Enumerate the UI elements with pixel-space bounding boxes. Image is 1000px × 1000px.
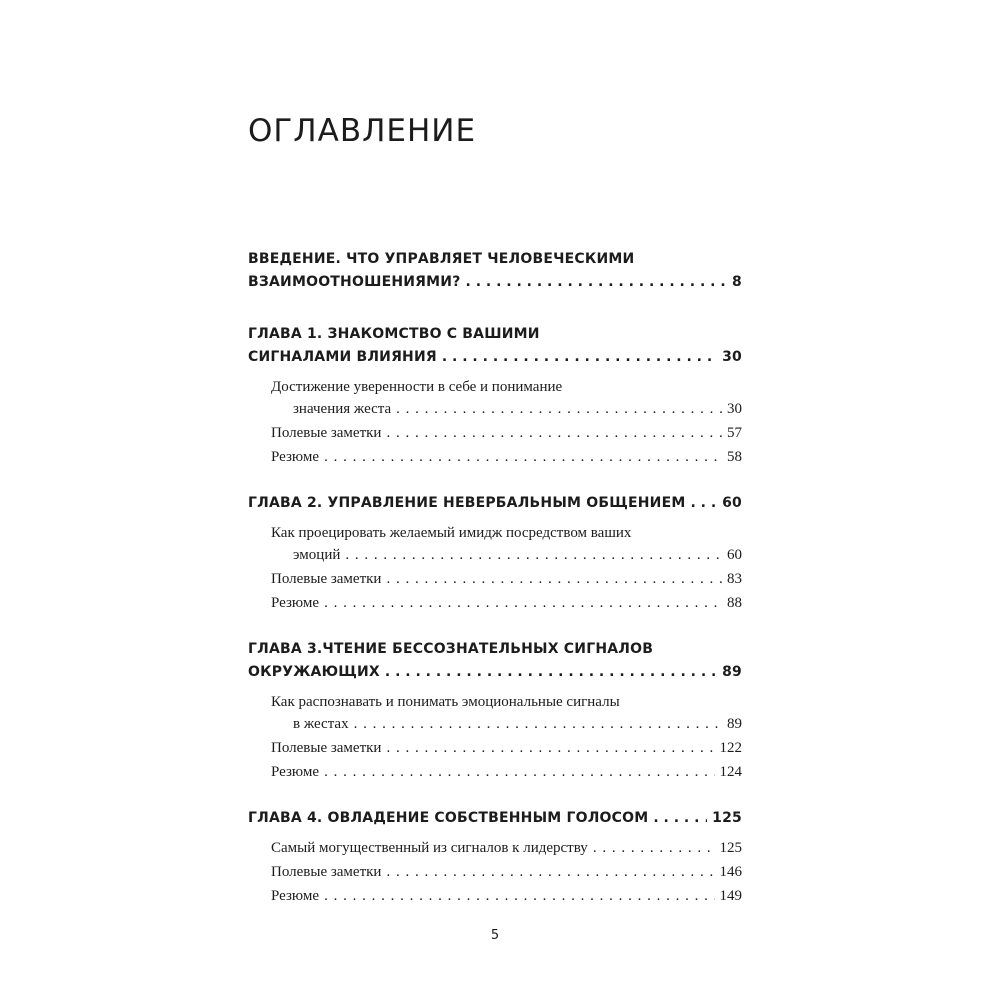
subentry-page: 149 <box>719 888 742 904</box>
dot-leader <box>386 737 714 759</box>
subentry[interactable] <box>271 691 742 735</box>
subentry[interactable] <box>271 737 742 759</box>
subentry-title: Резюме <box>271 595 320 611</box>
subentry-page: 146 <box>719 864 742 880</box>
subentry[interactable] <box>271 376 742 420</box>
subentry[interactable] <box>271 592 742 614</box>
subentry-page: 122 <box>719 740 742 756</box>
introduction-page: 8 <box>732 274 742 290</box>
page-number: 5 <box>490 928 500 943</box>
subentry-title: Резюме <box>271 764 320 780</box>
chapter-3-title-line2: ОКРУЖАЮЩИХ <box>248 664 380 680</box>
chapter-1-heading[interactable] <box>248 323 742 369</box>
subentry-title-line1: Достижение уверенности в себе и понимание <box>271 379 563 395</box>
subentry-title-line2: значения жеста <box>293 401 392 417</box>
chapter-3-heading[interactable] <box>248 638 742 684</box>
subentry-title-line2: эмоций <box>293 547 341 563</box>
dot-leader <box>324 761 714 783</box>
introduction-title-line1: ВВЕДЕНИЕ. ЧТО УПРАВЛЯЕТ ЧЕЛОВЕЧЕСКИМИ <box>248 251 635 267</box>
chapter-3-subentries <box>271 691 742 783</box>
subentry-title: Полевые заметки <box>271 864 382 880</box>
dot-leader <box>386 568 722 590</box>
table-of-contents <box>248 248 742 931</box>
dot-leader <box>593 837 715 859</box>
subentry-title-line1: Как проецировать желаемый имидж посредством ваших <box>271 525 632 541</box>
dot-leader <box>345 544 722 566</box>
chapter-4-title: ГЛАВА 4. ОВЛАДЕНИЕ СОБСТВЕННЫМ ГОЛОСОМ <box>248 810 649 826</box>
chapter-2-title: ГЛАВА 2. УПРАВЛЕНИЕ НЕВЕРБАЛЬНЫМ ОБЩЕНИЕМ <box>248 495 686 511</box>
chapter-4-heading[interactable] <box>248 807 742 830</box>
subentry-title: Полевые заметки <box>271 425 382 441</box>
dot-leader <box>354 713 722 735</box>
toc-chapter-4 <box>248 807 742 907</box>
subentry-page: 88 <box>727 595 742 611</box>
dot-leader <box>396 398 722 420</box>
page-title: ОГЛАВЛЕНИЕ <box>248 113 477 149</box>
subentry-page: 89 <box>727 716 742 732</box>
subentry-title: Резюме <box>271 888 320 904</box>
dot-leader <box>324 446 722 468</box>
subentry-page: 83 <box>727 571 742 587</box>
subentry-page: 60 <box>727 547 742 563</box>
subentry-title: Самый могущественный из сигналов к лидерству <box>271 840 588 856</box>
dot-leader <box>466 271 728 294</box>
toc-chapter-3 <box>248 638 742 783</box>
subentry-page: 124 <box>719 764 742 780</box>
dot-leader <box>442 346 717 369</box>
subentry[interactable] <box>271 522 742 566</box>
chapter-2-subentries <box>271 522 742 614</box>
subentry-page: 58 <box>727 449 742 465</box>
subentry[interactable] <box>271 861 742 883</box>
chapter-2-heading[interactable] <box>248 492 742 515</box>
subentry-page: 125 <box>719 840 742 856</box>
subentry[interactable] <box>271 837 742 859</box>
subentry-page: 30 <box>727 401 742 417</box>
chapter-1-page: 30 <box>722 349 742 365</box>
subentry[interactable] <box>271 761 742 783</box>
subentry-title: Полевые заметки <box>271 571 382 587</box>
chapter-1-subentries <box>271 376 742 468</box>
chapter-4-page: 125 <box>712 810 742 826</box>
chapter-2-page: 60 <box>722 495 742 511</box>
subentry-page: 57 <box>727 425 742 441</box>
chapter-1-title-line1: ГЛАВА 1. ЗНАКОМСТВО С ВАШИМИ <box>248 326 540 342</box>
introduction-title-line2: ВЗАИМООТНОШЕНИЯМИ? <box>248 274 461 290</box>
subentry-title-line2: в жестах <box>293 716 349 732</box>
chapter-1-title-line2: СИГНАЛАМИ ВЛИЯНИЯ <box>248 349 437 365</box>
dot-leader <box>324 885 714 907</box>
subentry[interactable] <box>271 568 742 590</box>
dot-leader <box>386 861 714 883</box>
chapter-3-title-line1: ГЛАВА 3.ЧТЕНИЕ БЕССОЗНАТЕЛЬНЫХ СИГНАЛОВ <box>248 641 654 657</box>
subentry[interactable] <box>271 885 742 907</box>
toc-introduction[interactable] <box>248 248 742 294</box>
subentry-title: Резюме <box>271 449 320 465</box>
dot-leader <box>653 807 707 830</box>
chapter-3-page: 89 <box>722 664 742 680</box>
subentry-title-line1: Как распознавать и понимать эмоциональные сигналы <box>271 694 620 710</box>
subentry[interactable] <box>271 446 742 468</box>
dot-leader <box>386 422 722 444</box>
subentry-title: Полевые заметки <box>271 740 382 756</box>
dot-leader <box>385 661 717 684</box>
subentry[interactable] <box>271 422 742 444</box>
chapter-4-subentries <box>271 837 742 907</box>
toc-chapter-1 <box>248 323 742 468</box>
dot-leader <box>690 492 717 515</box>
toc-chapter-2 <box>248 492 742 614</box>
dot-leader <box>324 592 722 614</box>
